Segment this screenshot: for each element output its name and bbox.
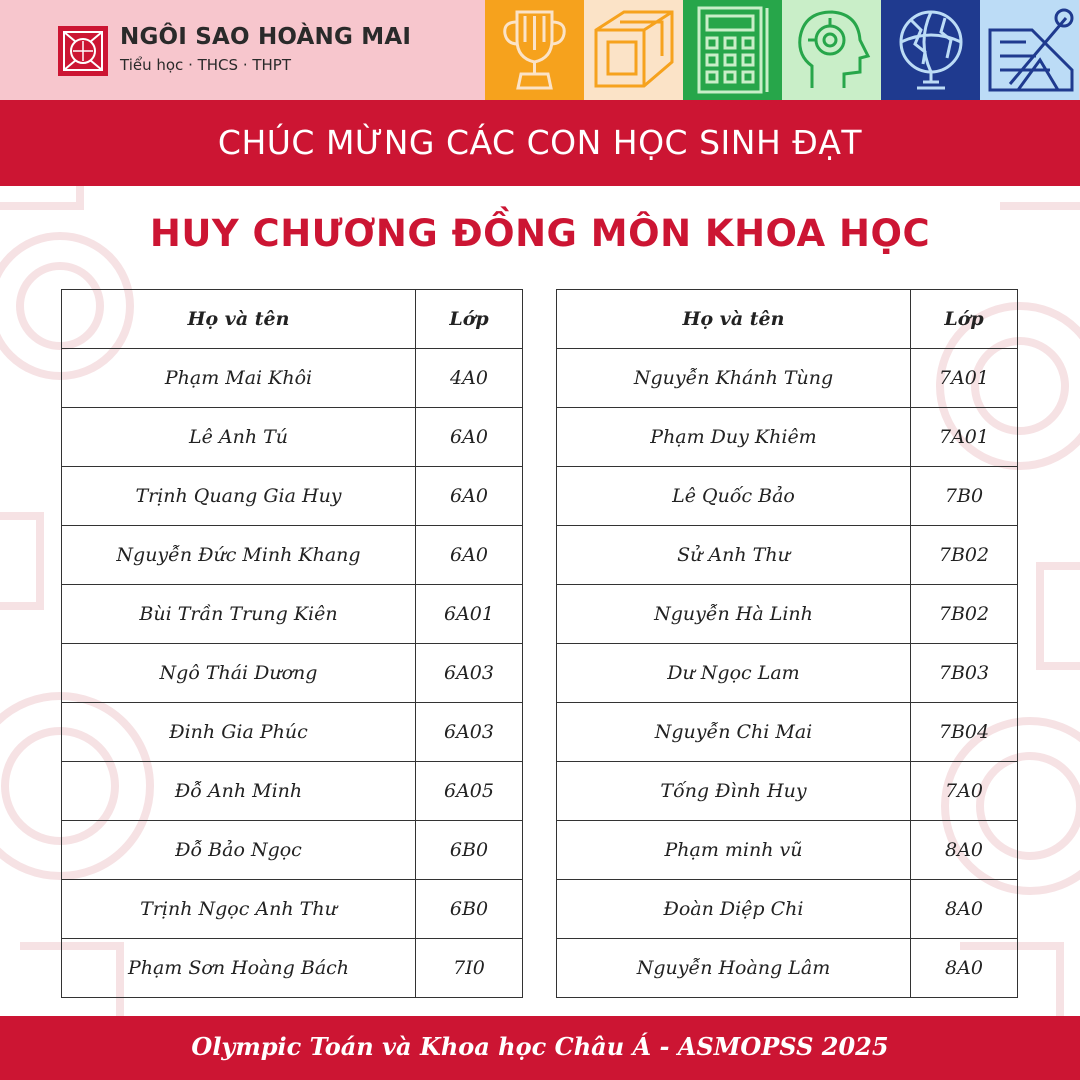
- table-row: [62, 762, 523, 821]
- student-class: 6A0: [416, 467, 523, 526]
- student-name: Bùi Trần Trung Kiên: [62, 585, 416, 644]
- student-name: Đoàn Diệp Chi: [557, 880, 911, 939]
- logo-icon: [57, 25, 109, 77]
- student-class: 8A0: [911, 939, 1018, 998]
- student-name: Đỗ Anh Minh: [62, 762, 416, 821]
- table-row: [62, 821, 523, 880]
- student-name: Phạm minh vũ: [557, 821, 911, 880]
- student-name: Trịnh Quang Gia Huy: [62, 467, 416, 526]
- student-name: Tống Đình Huy: [557, 762, 911, 821]
- calculator-icon: [683, 0, 782, 100]
- student-name: Trịnh Ngọc Anh Thư: [62, 880, 416, 939]
- student-class: 4A0: [416, 349, 523, 408]
- student-class: 6B0: [416, 821, 523, 880]
- student-class: 7I0: [416, 939, 523, 998]
- student-name: Nguyễn Khánh Tùng: [557, 349, 911, 408]
- head-brain-icon: [782, 0, 881, 100]
- header-name: Họ và tên: [62, 290, 416, 349]
- student-class: 6A0: [416, 526, 523, 585]
- table-row: [557, 526, 1018, 585]
- trophy-icon: [485, 0, 584, 100]
- table-row: [62, 939, 523, 998]
- student-name: Dư Ngọc Lam: [557, 644, 911, 703]
- brand-name: NGÔI SAO HOÀNG MAI: [120, 24, 412, 50]
- student-class: 7A01: [911, 408, 1018, 467]
- brand-subtitle: Tiểu học · THCS · THPT: [120, 56, 291, 74]
- table-header-row: [557, 290, 1018, 349]
- student-table-left: [61, 289, 523, 998]
- student-name: Phạm Duy Khiêm: [557, 408, 911, 467]
- cube-icon: [584, 0, 683, 100]
- table-row: [557, 467, 1018, 526]
- globe-icon: [881, 0, 980, 100]
- footer-banner: [0, 1016, 1080, 1080]
- student-class: 6A05: [416, 762, 523, 821]
- student-name: Đinh Gia Phúc: [62, 703, 416, 762]
- table-header-row: [62, 290, 523, 349]
- student-name: Nguyễn Chi Mai: [557, 703, 911, 762]
- table-row: [557, 821, 1018, 880]
- student-class: 6A03: [416, 644, 523, 703]
- student-name: Đỗ Bảo Ngọc: [62, 821, 416, 880]
- student-class: 6B0: [416, 880, 523, 939]
- table-row: [557, 349, 1018, 408]
- student-class: 7B04: [911, 703, 1018, 762]
- table-row: [557, 408, 1018, 467]
- student-class: 7B02: [911, 585, 1018, 644]
- table-row: [62, 644, 523, 703]
- student-name: Phạm Sơn Hoàng Bách: [62, 939, 416, 998]
- student-class: 7A01: [911, 349, 1018, 408]
- table-row: [557, 939, 1018, 998]
- student-name: Lê Anh Tú: [62, 408, 416, 467]
- student-class: 7B02: [911, 526, 1018, 585]
- student-class: 7B03: [911, 644, 1018, 703]
- student-name: Nguyễn Đức Minh Khang: [62, 526, 416, 585]
- student-name: Sử Anh Thư: [557, 526, 911, 585]
- table-row: [62, 585, 523, 644]
- table-row: [62, 349, 523, 408]
- student-class: 8A0: [911, 880, 1018, 939]
- table-row: [62, 467, 523, 526]
- student-name: Ngô Thái Dương: [62, 644, 416, 703]
- table-row: [557, 703, 1018, 762]
- congrats-banner: [0, 100, 1080, 186]
- page-title: HUY CHƯƠNG ĐỒNG MÔN KHOA HỌC: [149, 212, 931, 255]
- table-row: [557, 880, 1018, 939]
- student-name: Phạm Mai Khôi: [62, 349, 416, 408]
- student-name: Lê Quốc Bảo: [557, 467, 911, 526]
- table-row: [557, 585, 1018, 644]
- table-row: [62, 408, 523, 467]
- student-class: 8A0: [911, 821, 1018, 880]
- student-class: 7A0: [911, 762, 1018, 821]
- student-class: 6A03: [416, 703, 523, 762]
- table-row: [62, 526, 523, 585]
- header: [0, 0, 1080, 100]
- table-row: [557, 644, 1018, 703]
- table-row: [62, 880, 523, 939]
- drafting-tools-icon: [980, 0, 1079, 100]
- student-class: 6A0: [416, 408, 523, 467]
- header-class: Lớp: [911, 290, 1018, 349]
- header-name: Họ và tên: [557, 290, 911, 349]
- student-name: Nguyễn Hà Linh: [557, 585, 911, 644]
- table-row: [557, 762, 1018, 821]
- table-row: [62, 703, 523, 762]
- student-class: 7B0: [911, 467, 1018, 526]
- student-name: Nguyễn Hoàng Lâm: [557, 939, 911, 998]
- header-class: Lớp: [416, 290, 523, 349]
- banner-text: CHÚC MỪNG CÁC CON HỌC SINH ĐẠT: [217, 123, 863, 162]
- student-table-right: [556, 289, 1018, 998]
- footer-text: Olympic Toán và Khoa học Châu Á - ASMOPSS 2025: [191, 1032, 889, 1061]
- student-class: 6A01: [416, 585, 523, 644]
